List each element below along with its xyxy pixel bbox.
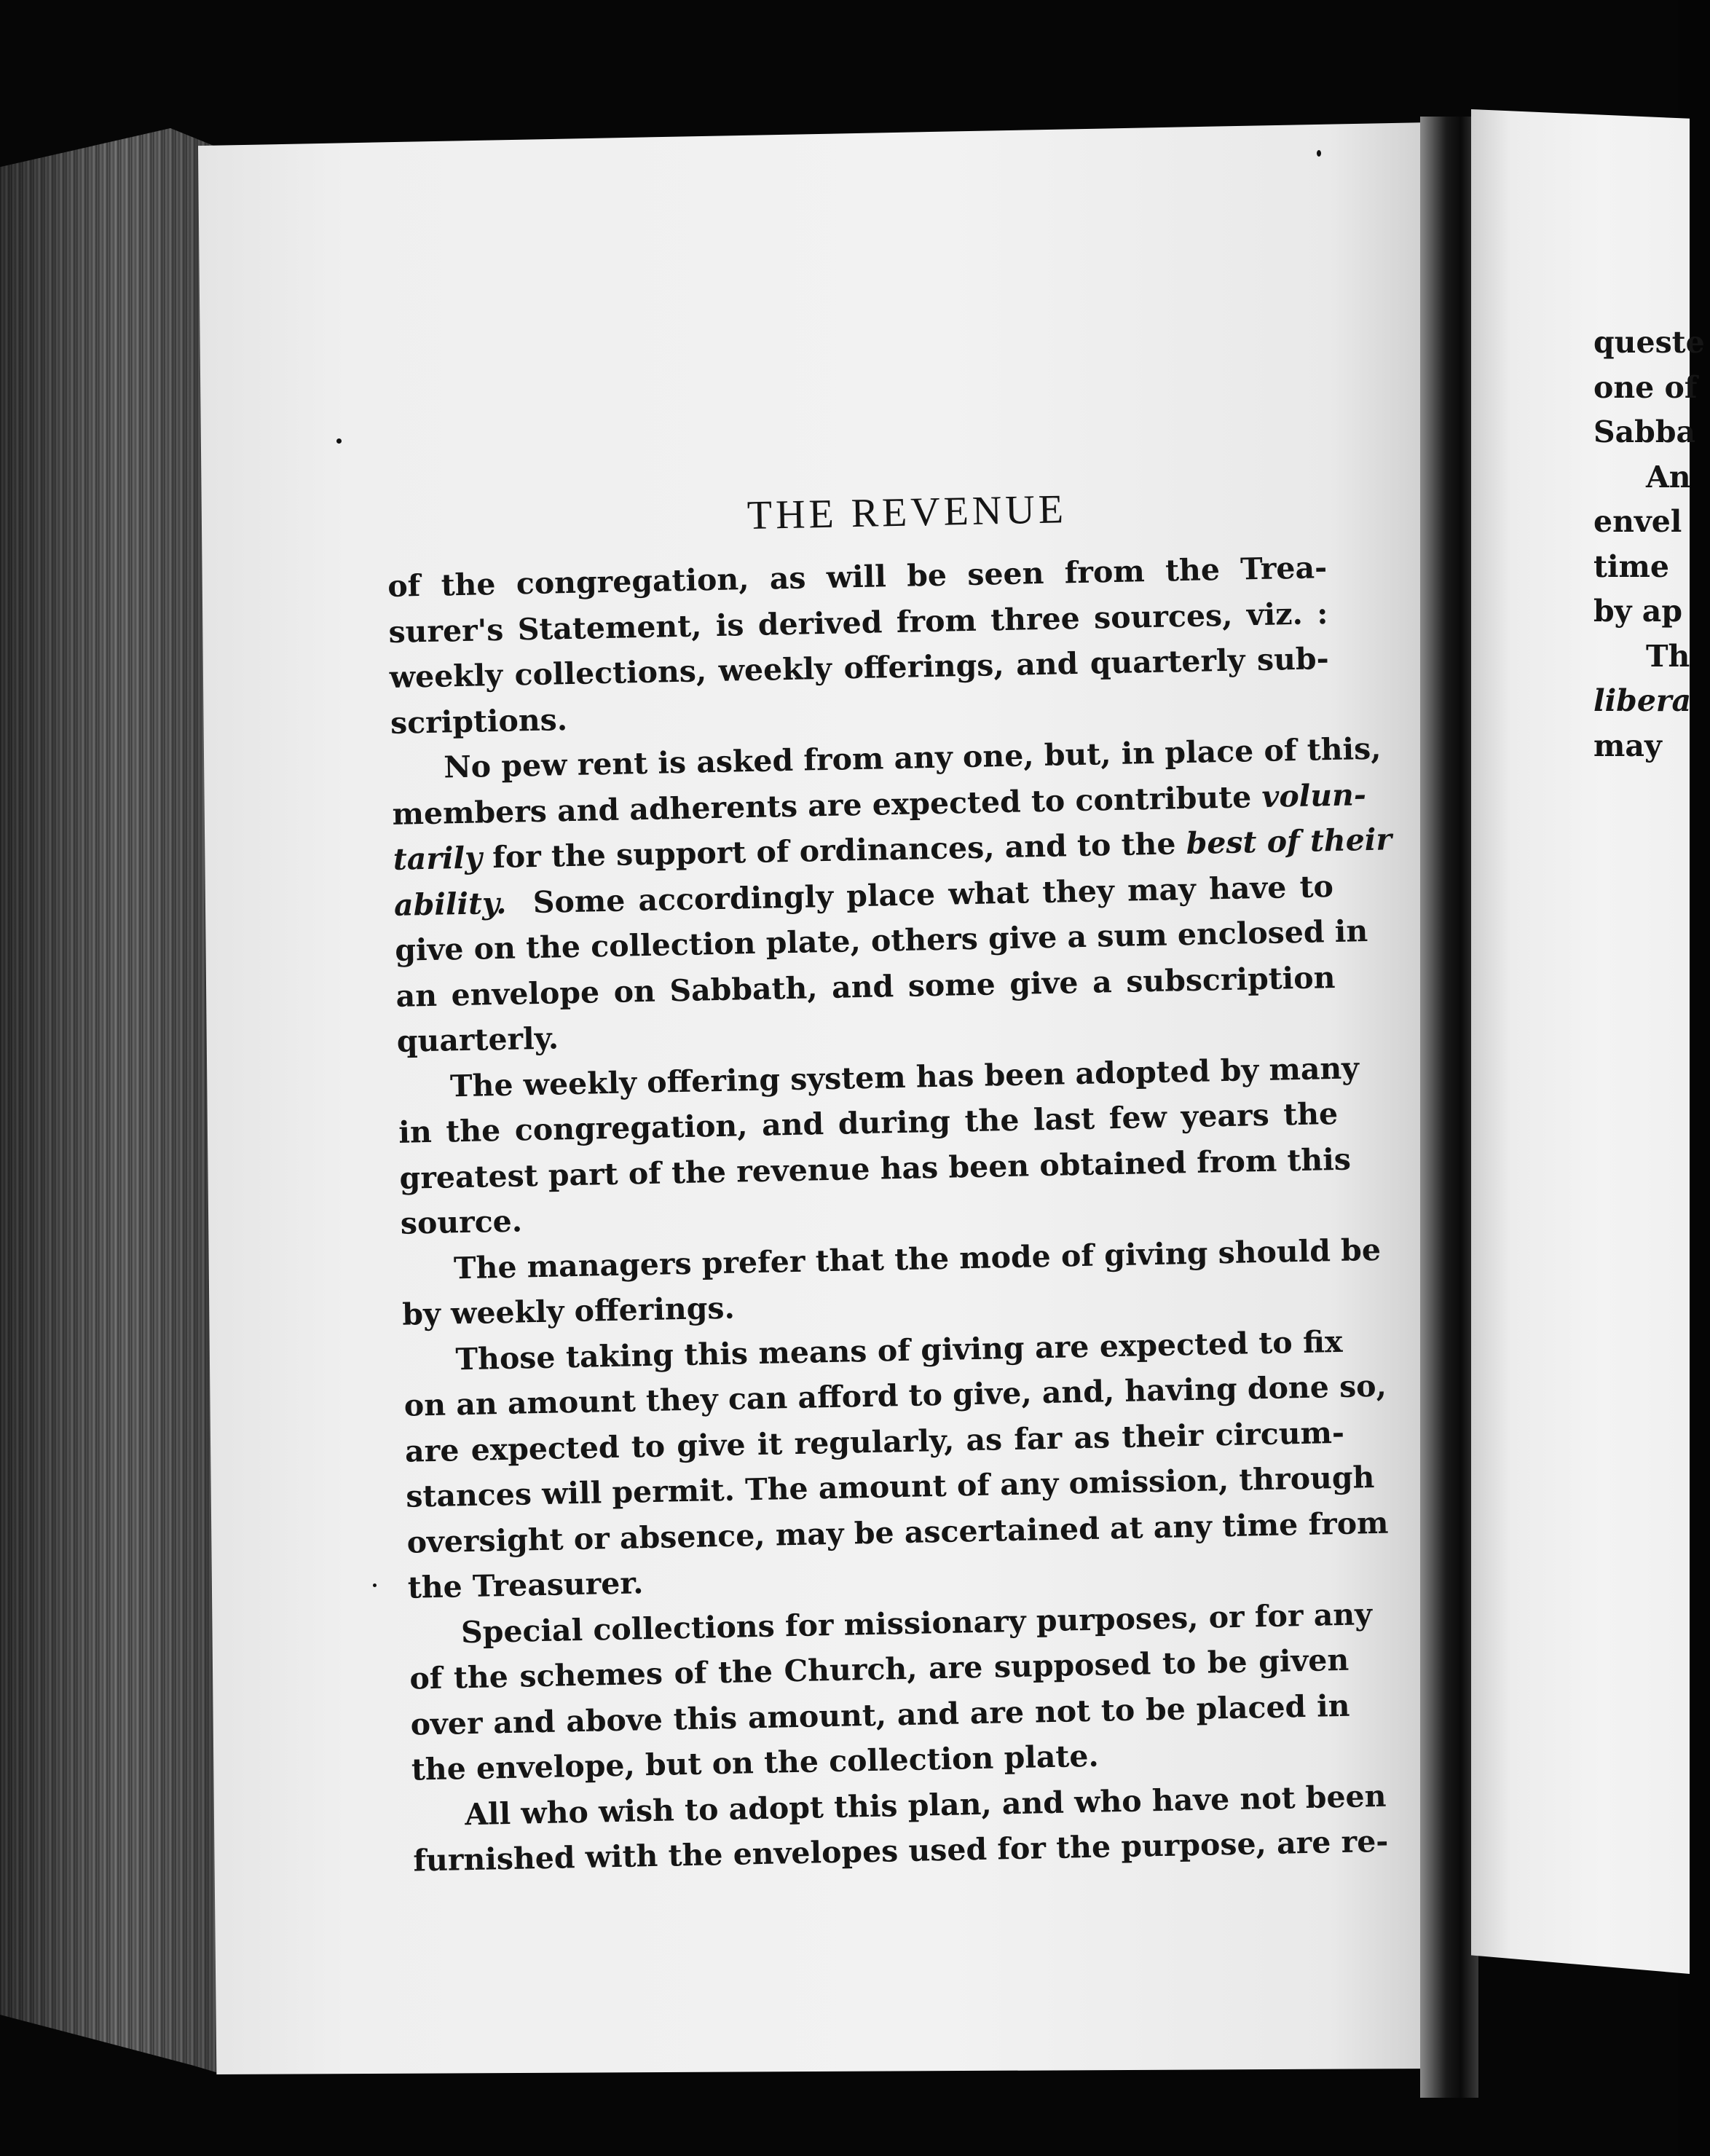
text-line: may bbox=[1593, 728, 1662, 763]
paragraph-adopt-plan bbox=[412, 1774, 1389, 1884]
text-line: quarterly. bbox=[396, 1020, 559, 1059]
text-line: Sabba bbox=[1593, 414, 1696, 449]
right-page-text bbox=[1593, 320, 1710, 768]
text-line: The managers prefer that the mode of giving should be bbox=[453, 1232, 1382, 1286]
text-line: are expected to give it regularly, as far as their circum- bbox=[404, 1415, 1345, 1469]
page-edges-shadow bbox=[0, 128, 218, 2073]
italic-segment: tarily bbox=[393, 840, 483, 877]
text-line: weekly collections, weekly offerings, and quarterly sub- bbox=[389, 641, 1330, 695]
text-line: by weekly offerings. bbox=[401, 1290, 736, 1332]
text-line: surer's Statement, is derived from three sources, viz. : bbox=[388, 595, 1328, 650]
text-line: on an amount they can afford to give, and, having done so, bbox=[403, 1368, 1387, 1423]
text-line: the envelope, but on the collection plate. bbox=[411, 1738, 1100, 1787]
text-line: stances will permit. The amount of any omission, through bbox=[405, 1460, 1375, 1514]
text-line: time bbox=[1593, 548, 1669, 584]
paragraph-pew-rent bbox=[391, 727, 1392, 1064]
text-line: an envelope on Sabbath, and some give a subscription bbox=[395, 959, 1336, 1014]
text-line bbox=[1593, 679, 1710, 724]
text-line: in the congregation, and during the last few years the bbox=[398, 1095, 1339, 1150]
italic-segment: best of their bbox=[1186, 822, 1392, 862]
print-speck bbox=[336, 438, 342, 444]
text-line: An bbox=[1646, 459, 1691, 495]
text-line: queste bbox=[1593, 325, 1705, 360]
paragraph-weekly-offering bbox=[397, 1045, 1360, 1246]
text-line: by ap bbox=[1593, 594, 1682, 629]
text-line: give on the collection plate, others give a sum enclosed in bbox=[394, 913, 1368, 968]
text-line: All who wish to adopt this plan, and who have not been bbox=[464, 1778, 1387, 1832]
text-line: one of bbox=[1593, 369, 1698, 405]
print-speck bbox=[373, 1583, 377, 1587]
paragraph-sources bbox=[387, 545, 1331, 746]
text-line: Th bbox=[1646, 638, 1690, 674]
text-line: oversight or absence, may be ascertained at any time from bbox=[406, 1505, 1389, 1560]
text-segment: members and adherents are expected to contribute bbox=[392, 779, 1252, 832]
book-gutter bbox=[1420, 117, 1478, 2098]
print-speck bbox=[1317, 150, 1321, 157]
text-line: of the congregation, as will be seen from the Trea- bbox=[387, 550, 1328, 604]
text-line: the Treasurer. bbox=[407, 1565, 644, 1605]
page-title: THE REVENUE bbox=[746, 487, 1068, 539]
text-line: envel bbox=[1593, 504, 1682, 539]
text-line: of the schemes of the Church, are supposed to be given bbox=[409, 1642, 1350, 1696]
text-line: furnished with the envelopes used for the purpose, are re- bbox=[412, 1823, 1389, 1878]
text-line: over and above this amount, and are not to be placed in bbox=[410, 1688, 1350, 1742]
text-line: greatest part of the revenue has been obtained from this bbox=[399, 1141, 1352, 1196]
text-line: scriptions. bbox=[390, 701, 568, 741]
text-line: Those taking this means of giving are expected to fix bbox=[455, 1323, 1343, 1377]
page-content bbox=[386, 484, 1392, 1884]
italic-segment: ability. bbox=[393, 885, 507, 923]
text-line: Special collections for missionary purposes, or for any bbox=[460, 1596, 1373, 1650]
italic-segment: libera bbox=[1593, 683, 1692, 718]
paragraph-amount bbox=[403, 1318, 1389, 1610]
text-segment: for the support of ordinances, and to the bbox=[492, 826, 1176, 876]
text-line: The weekly offering system has been adopted by many bbox=[449, 1050, 1360, 1103]
paragraph-special-collections bbox=[409, 1592, 1373, 1793]
text-line: source. bbox=[400, 1203, 523, 1241]
italic-segment: volun- bbox=[1261, 776, 1367, 814]
text-line: No pew rent is asked from any one, but, in place of this, bbox=[443, 731, 1382, 785]
text-segment: Some accordingly place what they may have to bbox=[532, 868, 1334, 920]
